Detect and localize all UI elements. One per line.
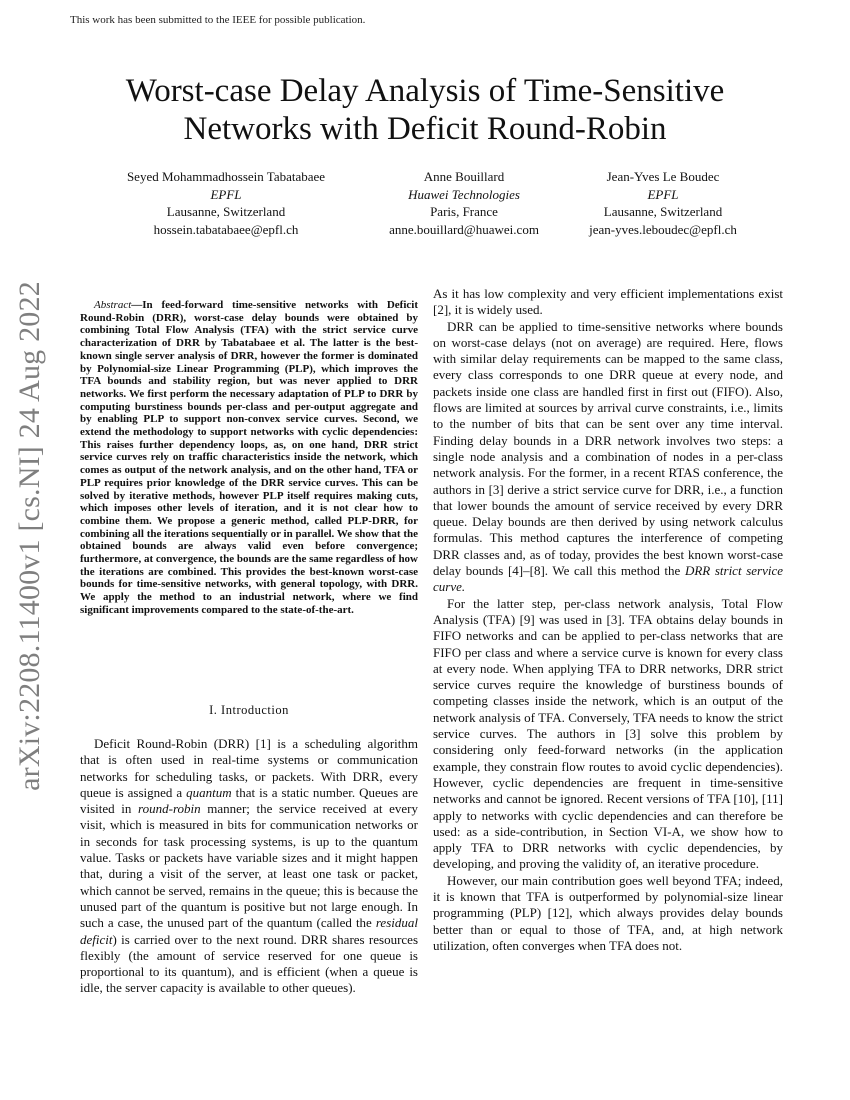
- term-round-robin: round-robin: [138, 801, 201, 817]
- author-affiliation: EPFL: [647, 186, 679, 202]
- arxiv-sidebar: [0, 0, 60, 1100]
- author-3: [589, 168, 737, 238]
- body-text: DRR can be applied to time-sensitive networks where bounds on worst-case delays (not on average) are required. Here, flows with similar delay requirements can be mapped to the same class, every class corresponds to one DRR queue at every node, and packets inside one class are handled first in first out (FIFO). Also, flows are limited at sources by arrival curve constraints, i.e., limits to the number of bits that can be sent over any time interval. Finding delay bounds in a DRR network involves two steps: a single node analysis and a combination of nodes in a per-class network analysis. For the former, in a recent RTAS conference, the authors in [3] derive a strict service curve for DRR, i.e., a function that lower bounds the amount of service received by every DRR queue. Delay bounds are then derived by using network calculus formulas. This method captures the interference of competing DRR classes and, as of today, provides the best known worst-case delay bounds [4]–[8]. We call this method the: [433, 318, 783, 579]
- author-location: Paris, France: [430, 204, 498, 219]
- intro-text: manner; the service received at every visit, which is measured in bits for communication networks or in seconds for task processing systems, is up to the quantum value. Tasks or packets have variable sizes and it might happen that, during a visit of the server, at least one task or packet, which cannot be served, remains in the queue; this is because the unused part of the quantum is positive but not large enough. In such a case, the unused part of the quantum (called the: [80, 801, 418, 931]
- right-column: [433, 286, 783, 954]
- intro-text: that is a static number. Queues are visited in: [80, 784, 418, 817]
- right-paragraph-0: As it has low complexity and very efficient implementations exist [2], it is widely used.: [433, 286, 783, 318]
- author-email[interactable]: anne.bouillard@huawei.com: [389, 221, 539, 237]
- term-residual-deficit: residual deficit: [80, 915, 418, 947]
- submission-notice: This work has been submitted to the IEEE for possible publication.: [70, 14, 366, 26]
- author-affiliation: EPFL: [210, 186, 242, 202]
- author-location: Lausanne, Switzerland: [166, 204, 286, 219]
- term-quantum: quantum: [186, 784, 232, 800]
- author-name: Anne Bouillard: [423, 169, 505, 184]
- abstract: [80, 299, 418, 617]
- abstract-label: Abstract: [94, 299, 132, 311]
- abstract-text: —In feed-forward time-sensitive networks with Deficit Round-Robin (DRR), worst-case delay bounds were obtained by combining Total Flow Analysis (TFA) with the strict service curve characterization of DRR by Tabatabaee et al. The latter is the best-known single server analysis of DRR, however the former is dominated by Polynomial-size Linear Programming (PLP), which improves the TFA bounds and stability region, but was never applied to DRR networks. We first perform the necessary adaptation of PLP to DRR by computing burstiness bounds per-class and per-output aggregate and by enabling PLP to support non-convex service curves. Second, we extend the methodology to support networks with cyclic dependencies: This raises further dependency loops, as, on one hand, DRR strict service curves rely on traffic characteristics inside the network, which comes as output of the network analysis, and on the other hand, TFA or PLP requires prior knowledge of the DRR service curves. This can be solved by iterative methods, however PLP itself requires making cuts, which imposes other levels of iteration, and it is not clear how to combine them. We propose a generic method, called PLP-DRR, for combining all the iterations sequentially or in parallel. We show that the obtained bounds are always valid even before convergence; furthermore, at convergence, the bounds are the same regardless of how the iterations are combined. This provides the best-known worst-case bounds for time-sensitive networks, with general topology, with DRR. We apply the method to an industrial network, where we find significant improvements compared to the state-of-the-art.: [80, 299, 418, 616]
- intro-paragraph-1: [80, 736, 418, 997]
- paper-title: [90, 72, 760, 148]
- section-heading-introduction: I. Introduction: [209, 703, 289, 717]
- right-paragraph-3: However, our main contribution goes well beyond TFA; indeed, it is known that TFA is outperformed by polynomial-size linear programming (PLP) [12], which always provides delay bounds better than or equal to those of TFA, and, at high network utilization, often converges when TFA does not.: [433, 872, 783, 953]
- author-name: Jean-Yves Le Boudec: [606, 169, 720, 184]
- title-line-1: Worst-case Delay Analysis of Time-Sensitive: [125, 73, 725, 109]
- right-paragraph-1: [433, 319, 783, 596]
- intro-text: Deficit Round-Robin (DRR) [1] is a scheduling algorithm that is often used in real-time systems or communication networks for scheduling tasks, or packets. With DRR, every queue is assigned a: [80, 736, 418, 800]
- title-line-2: Networks with Deficit Round-Robin: [183, 111, 667, 147]
- intro-text: ) is carried over to the next round. DRR shares resources flexibly (the amount of service reserved for one queue is proportional to its quantum), and is efficient (when a queue is idle, the server capacity is available to other queues).: [80, 931, 418, 996]
- arxiv-identifier[interactable]: arXiv:2208.11400v1 [cs.NI] 24 Aug 2022: [13, 281, 46, 791]
- author-affiliation: Huawei Technologies: [408, 186, 520, 202]
- right-paragraph-2: For the latter step, per-class network analysis, Total Flow Analysis (TFA) [9] was used in [3]. TFA obtains delay bounds in FIFO networks and can be applied to per-class networks that are FIFO per class and where a service curve is known for every class at every node. When applying TFA to DRR networks, DRR strict service curves require the knowledge of burstiness bounds of competing classes inside the network, which is an output of the network analysis of TFA. Conversely, TFA needs to know the strict service curves. The authors in [3] solve this problem by considering only feed-forward networks (in the application example, they constrain flow routes to avoid cyclic dependencies). However, cyclic dependencies are frequent in time-sensitive networks and cannot be ignored. Recent versions of TFA [10], [11] apply to networks with cyclic dependencies and can therefore be used: as a side-contribution, in Section VI-A, we show how to apply TFA to DRR networks with cyclic dependencies, by developing, and proving the validity of, an iterative procedure.: [433, 595, 783, 872]
- term-drr-strict-service-curve: DRR strict service curve.: [433, 563, 784, 595]
- author-1: [127, 168, 325, 238]
- abstract-paragraph: [80, 299, 418, 617]
- author-2: [389, 168, 539, 238]
- intro-column-left: [80, 736, 418, 997]
- author-name: Seyed Mohammadhossein Tabatabaee: [126, 169, 326, 184]
- author-email[interactable]: hossein.tabatabaee@epfl.ch: [153, 221, 299, 237]
- author-email[interactable]: jean-yves.leboudec@epfl.ch: [589, 221, 737, 237]
- author-location: Lausanne, Switzerland: [603, 204, 723, 219]
